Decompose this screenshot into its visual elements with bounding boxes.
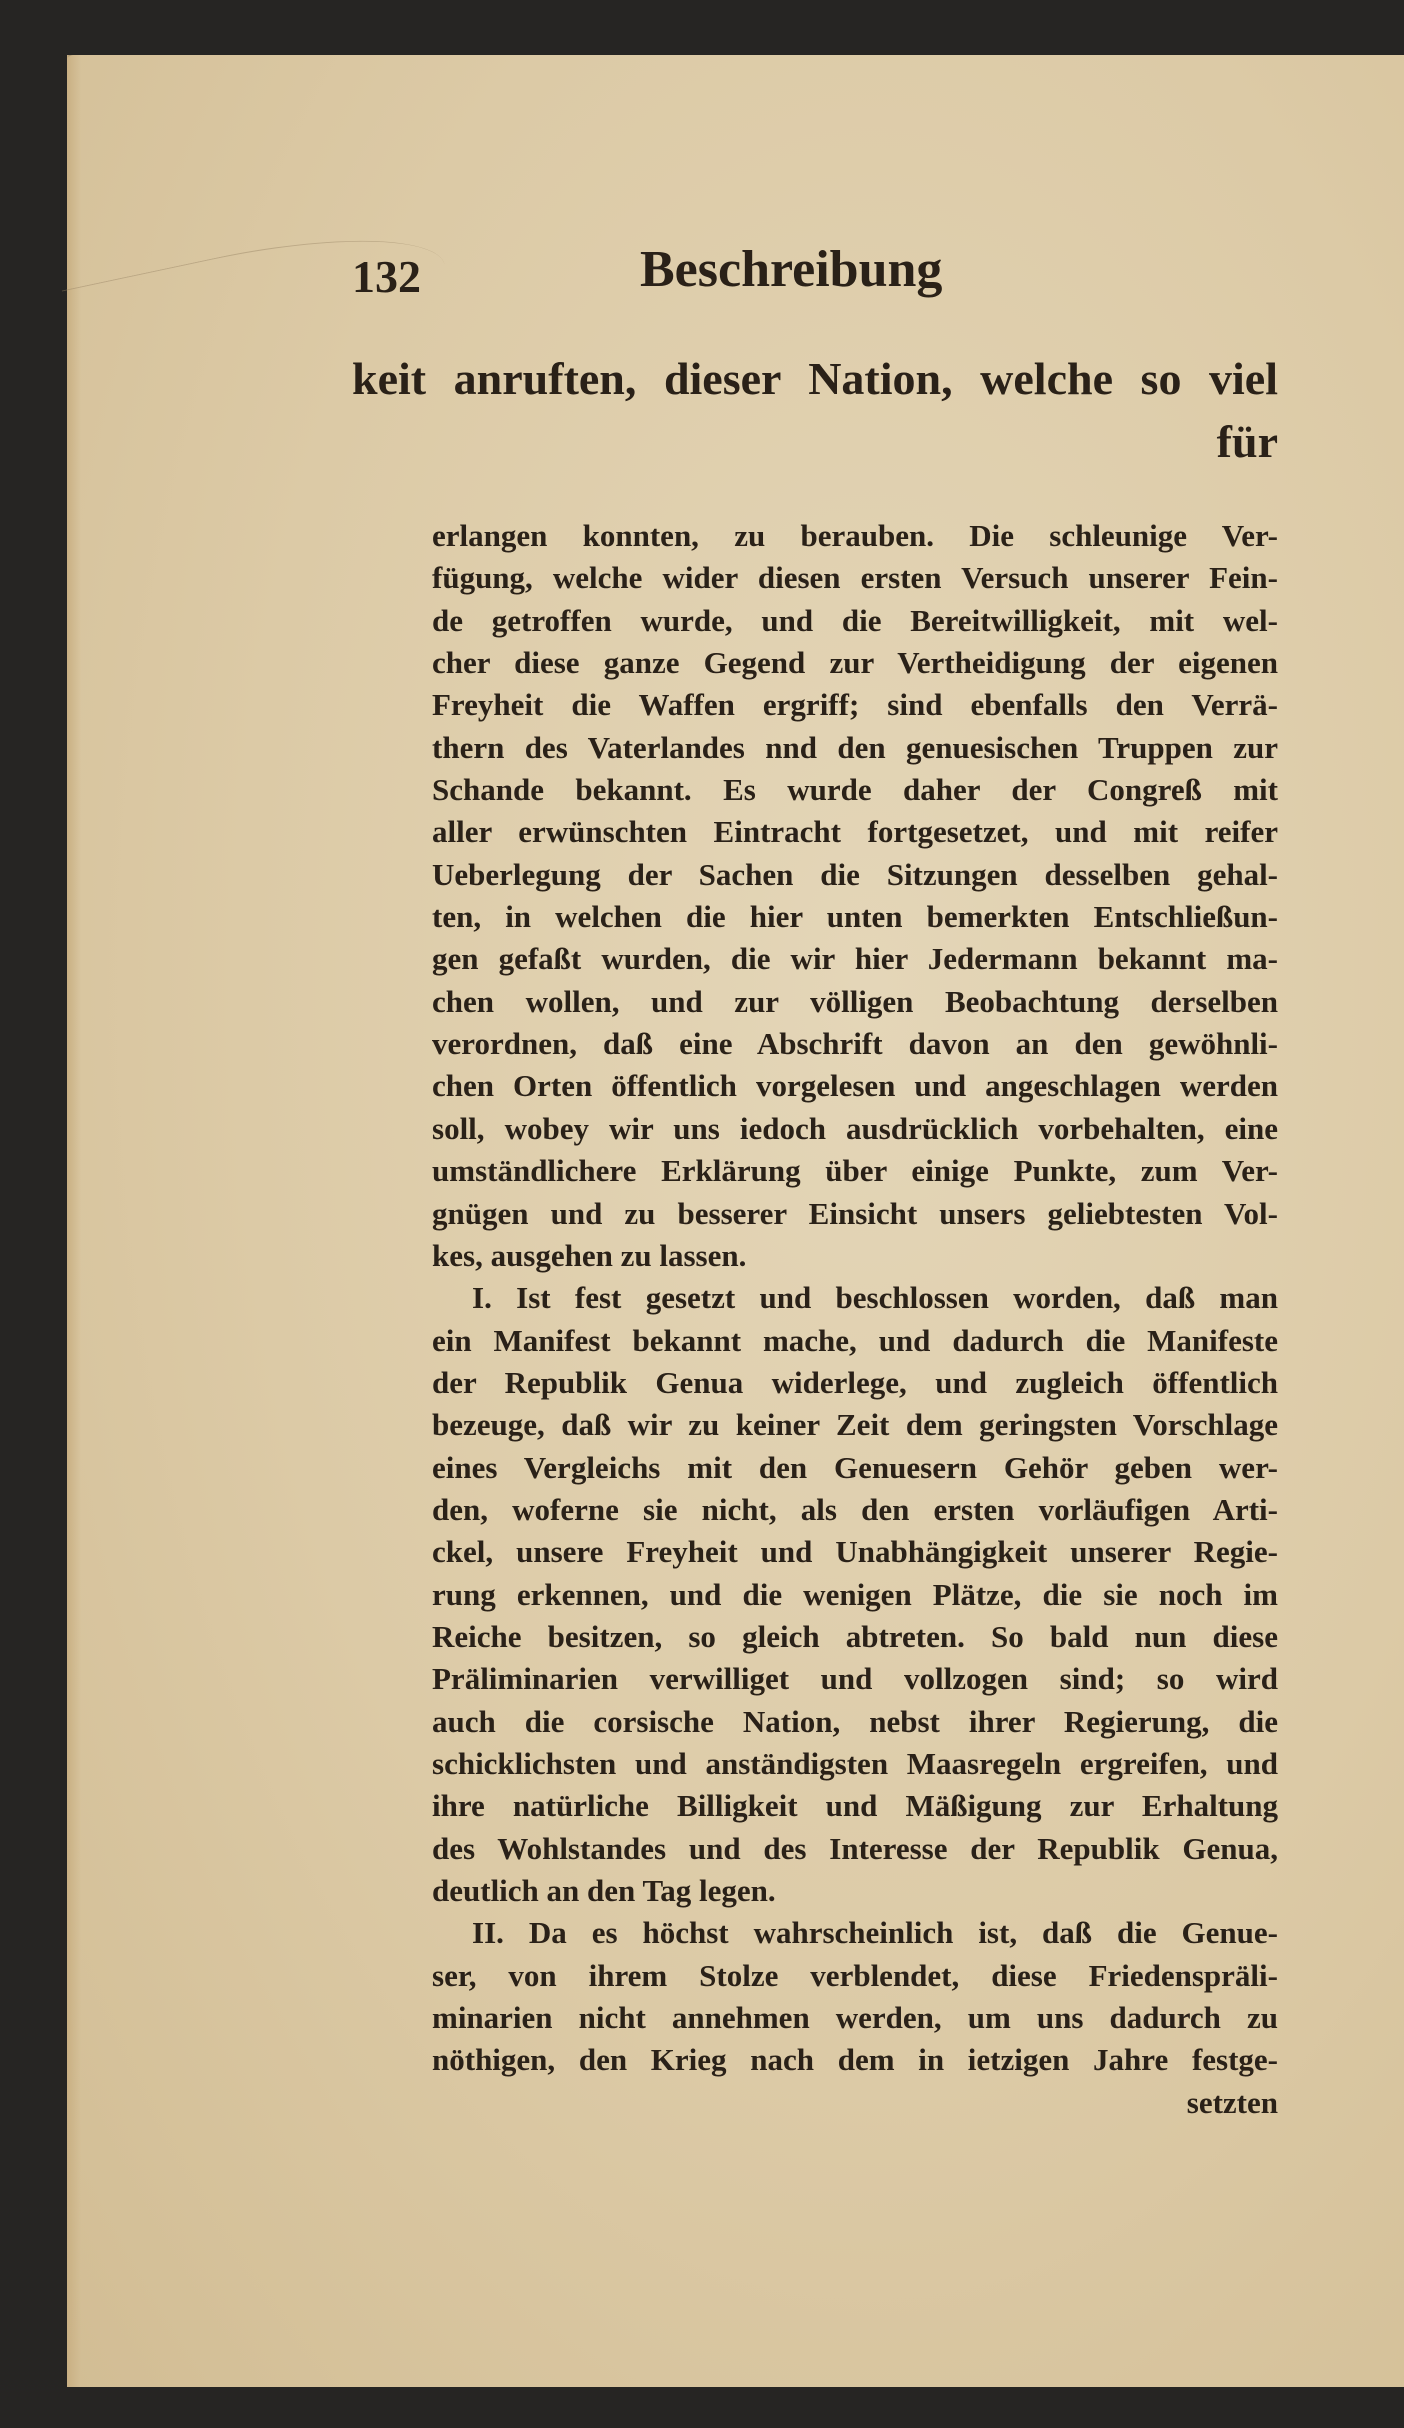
text-line: Schande bekannt. Es wurde daher der Congreß mit xyxy=(432,772,1278,808)
text-line: gen gefaßt wurden, die wir hier Jedermann bekannt ma- xyxy=(432,941,1278,977)
text-line: de getroffen wurde, und die Bereitwilligkeit, mit wel- xyxy=(432,602,1278,638)
text-line: Reiche besitzen, so gleich abtreten. So bald nun diese xyxy=(432,1618,1278,1654)
text-line: bezeuge, daß wir zu keiner Zeit dem geringsten Vorschlage xyxy=(432,1407,1278,1443)
text-line: soll, wobey wir uns iedoch ausdrücklich vorbehalten, eine xyxy=(432,1110,1278,1146)
paragraph-end-line: kes, ausgehen zu lassen. xyxy=(432,1237,747,1273)
paragraph-end-line: deutlich an den Tag legen. xyxy=(432,1873,776,1908)
article-2-first-line: II. Da es höchst wahrscheinlich ist, daß die Genue- xyxy=(472,1915,1278,1951)
text-line: schicklichsten und anständigsten Maasregeln ergreifen, und xyxy=(432,1745,1278,1781)
text-line: minarien nicht annehmen werden, um uns dadurch zu xyxy=(432,2000,1278,2036)
text-line: ckel, unsere Freyheit und Unabhängigkeit unserer Regie- xyxy=(432,1534,1278,1570)
continuation-line: keit anruften, dieser Nation, welche so viel xyxy=(352,353,1278,404)
text-line: ser, von ihrem Stolze verblendet, diese Friedenspräli- xyxy=(432,1957,1278,1993)
body-text xyxy=(432,515,1278,2124)
text-line: cher diese ganze Gegend zur Vertheidigung der eigenen xyxy=(432,645,1278,681)
page-number: 132 xyxy=(352,251,421,302)
text-line: Freyheit die Waffen ergriff; sind ebenfalls den Verrä- xyxy=(432,687,1278,723)
text-line: verordnen, daß eine Abschrift davon an den gewöhnli- xyxy=(432,1026,1278,1062)
text-line: auch die corsische Nation, nebst ihrer Regierung, die xyxy=(432,1703,1278,1739)
text-line: chen wollen, und zur völligen Beobachtung derselben xyxy=(432,983,1278,1019)
text-line: des Wohlstandes und des Interesse der Republik Genua, xyxy=(432,1830,1278,1866)
text-line: Ueberlegung der Sachen die Sitzungen desselben gehal- xyxy=(432,856,1278,892)
text-line: ihre natürliche Billigkeit und Mäßigung zur Erhaltung xyxy=(432,1788,1278,1824)
running-head: Beschreibung xyxy=(640,241,943,298)
continuation-end-word: für xyxy=(1216,416,1278,467)
text-line: rung erkennen, und die wenigen Plätze, die sie noch im xyxy=(432,1576,1278,1612)
text-line: aller erwünschten Eintracht fortgesetzet, und mit reifer xyxy=(432,814,1278,850)
text-line: ten, in welchen die hier unten bemerkten Entschließun- xyxy=(432,899,1278,935)
catchword: setzten xyxy=(1186,2084,1278,2120)
article-1-first-line: I. Ist fest gesetzt und beschlossen worden, daß man xyxy=(472,1280,1278,1316)
text-line: erlangen konnten, zu berauben. Die schleunige Ver- xyxy=(432,518,1278,553)
text-line: nöthigen, den Krieg nach dem in ietzigen Jahre festge- xyxy=(432,2042,1278,2078)
text-line: umständlichere Erklärung über einige Punkte, zum Ver- xyxy=(432,1153,1278,1189)
text-line: ein Manifest bekannt mache, und dadurch die Manifeste xyxy=(432,1322,1278,1358)
text-line: chen Orten öffentlich vorgelesen und angeschlagen werden xyxy=(432,1068,1278,1104)
text-line: eines Vergleichs mit den Genuesern Gehör geben wer- xyxy=(432,1449,1278,1485)
text-line: gnügen und zu besserer Einsicht unsers geliebtesten Vol- xyxy=(432,1195,1278,1231)
text-line: thern des Vaterlandes nnd den genuesischen Truppen zur xyxy=(432,729,1278,765)
text-line: den, woferne sie nicht, als den ersten vorläufigen Arti- xyxy=(432,1491,1278,1527)
text-line: fügung, welche wider diesen ersten Versuch unserer Fein- xyxy=(432,560,1278,596)
text-line: Präliminarien verwilliget und vollzogen sind; so wird xyxy=(432,1661,1278,1697)
text-line: der Republik Genua widerlege, und zugleich öffentlich xyxy=(432,1364,1278,1400)
